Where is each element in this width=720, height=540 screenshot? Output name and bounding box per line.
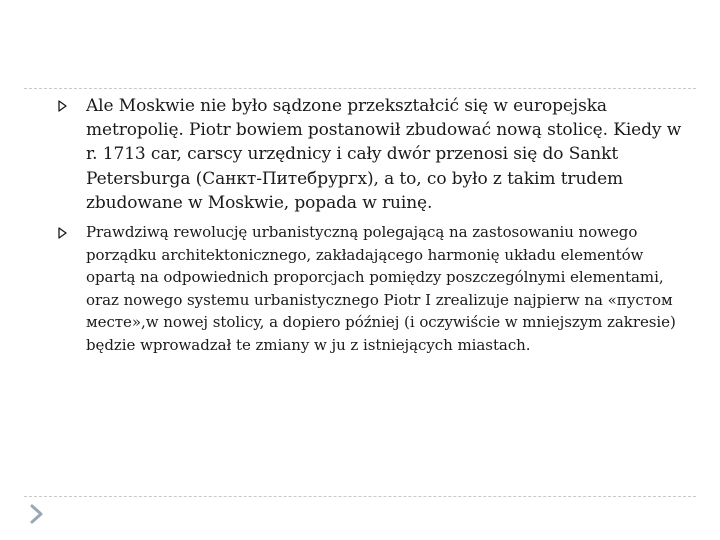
- bullet-item-1: [54, 94, 694, 215]
- bullet-text: Prawdziwą rewolucję urbanistyczną polegającą na zastosowaniu nowego porządku architektonicznego, zakładającego harmonię układu elementów opartą na odpowiednich proporcjach pomiędzy poszczególnymi elementami, oraz nowego systemu urbanistycznego Piotr I zrealizuje najpierw na «пустом месте»,w nowej stolicy, a dopiero później (i oczywiście w mniejszym zakresie) będzie wprowadzał te zmiany w ju z istniejących miastach.: [86, 223, 676, 354]
- triangle-arrow-right-icon: [58, 227, 68, 239]
- bullet-text: Ale Moskwie nie było sądzone przekształcić się w europejska metropolię. Piotr bowiem postanowił zbudować nową stolicę. Kiedy w r. 1713 car, carscy urzędnicy i cały dwór przenosi się do Sankt Petersburga (Санкт-Питебрургх), a to, co było z takim trudem zbudowane w Moskwie, popada w ruinę.: [86, 96, 682, 213]
- top-divider: [24, 88, 696, 89]
- chevron-right-icon: [30, 504, 44, 524]
- triangle-arrow-right-icon: [58, 100, 68, 112]
- slide-content: [54, 94, 694, 357]
- bullet-item-2: [54, 221, 694, 357]
- bottom-divider: [24, 496, 696, 497]
